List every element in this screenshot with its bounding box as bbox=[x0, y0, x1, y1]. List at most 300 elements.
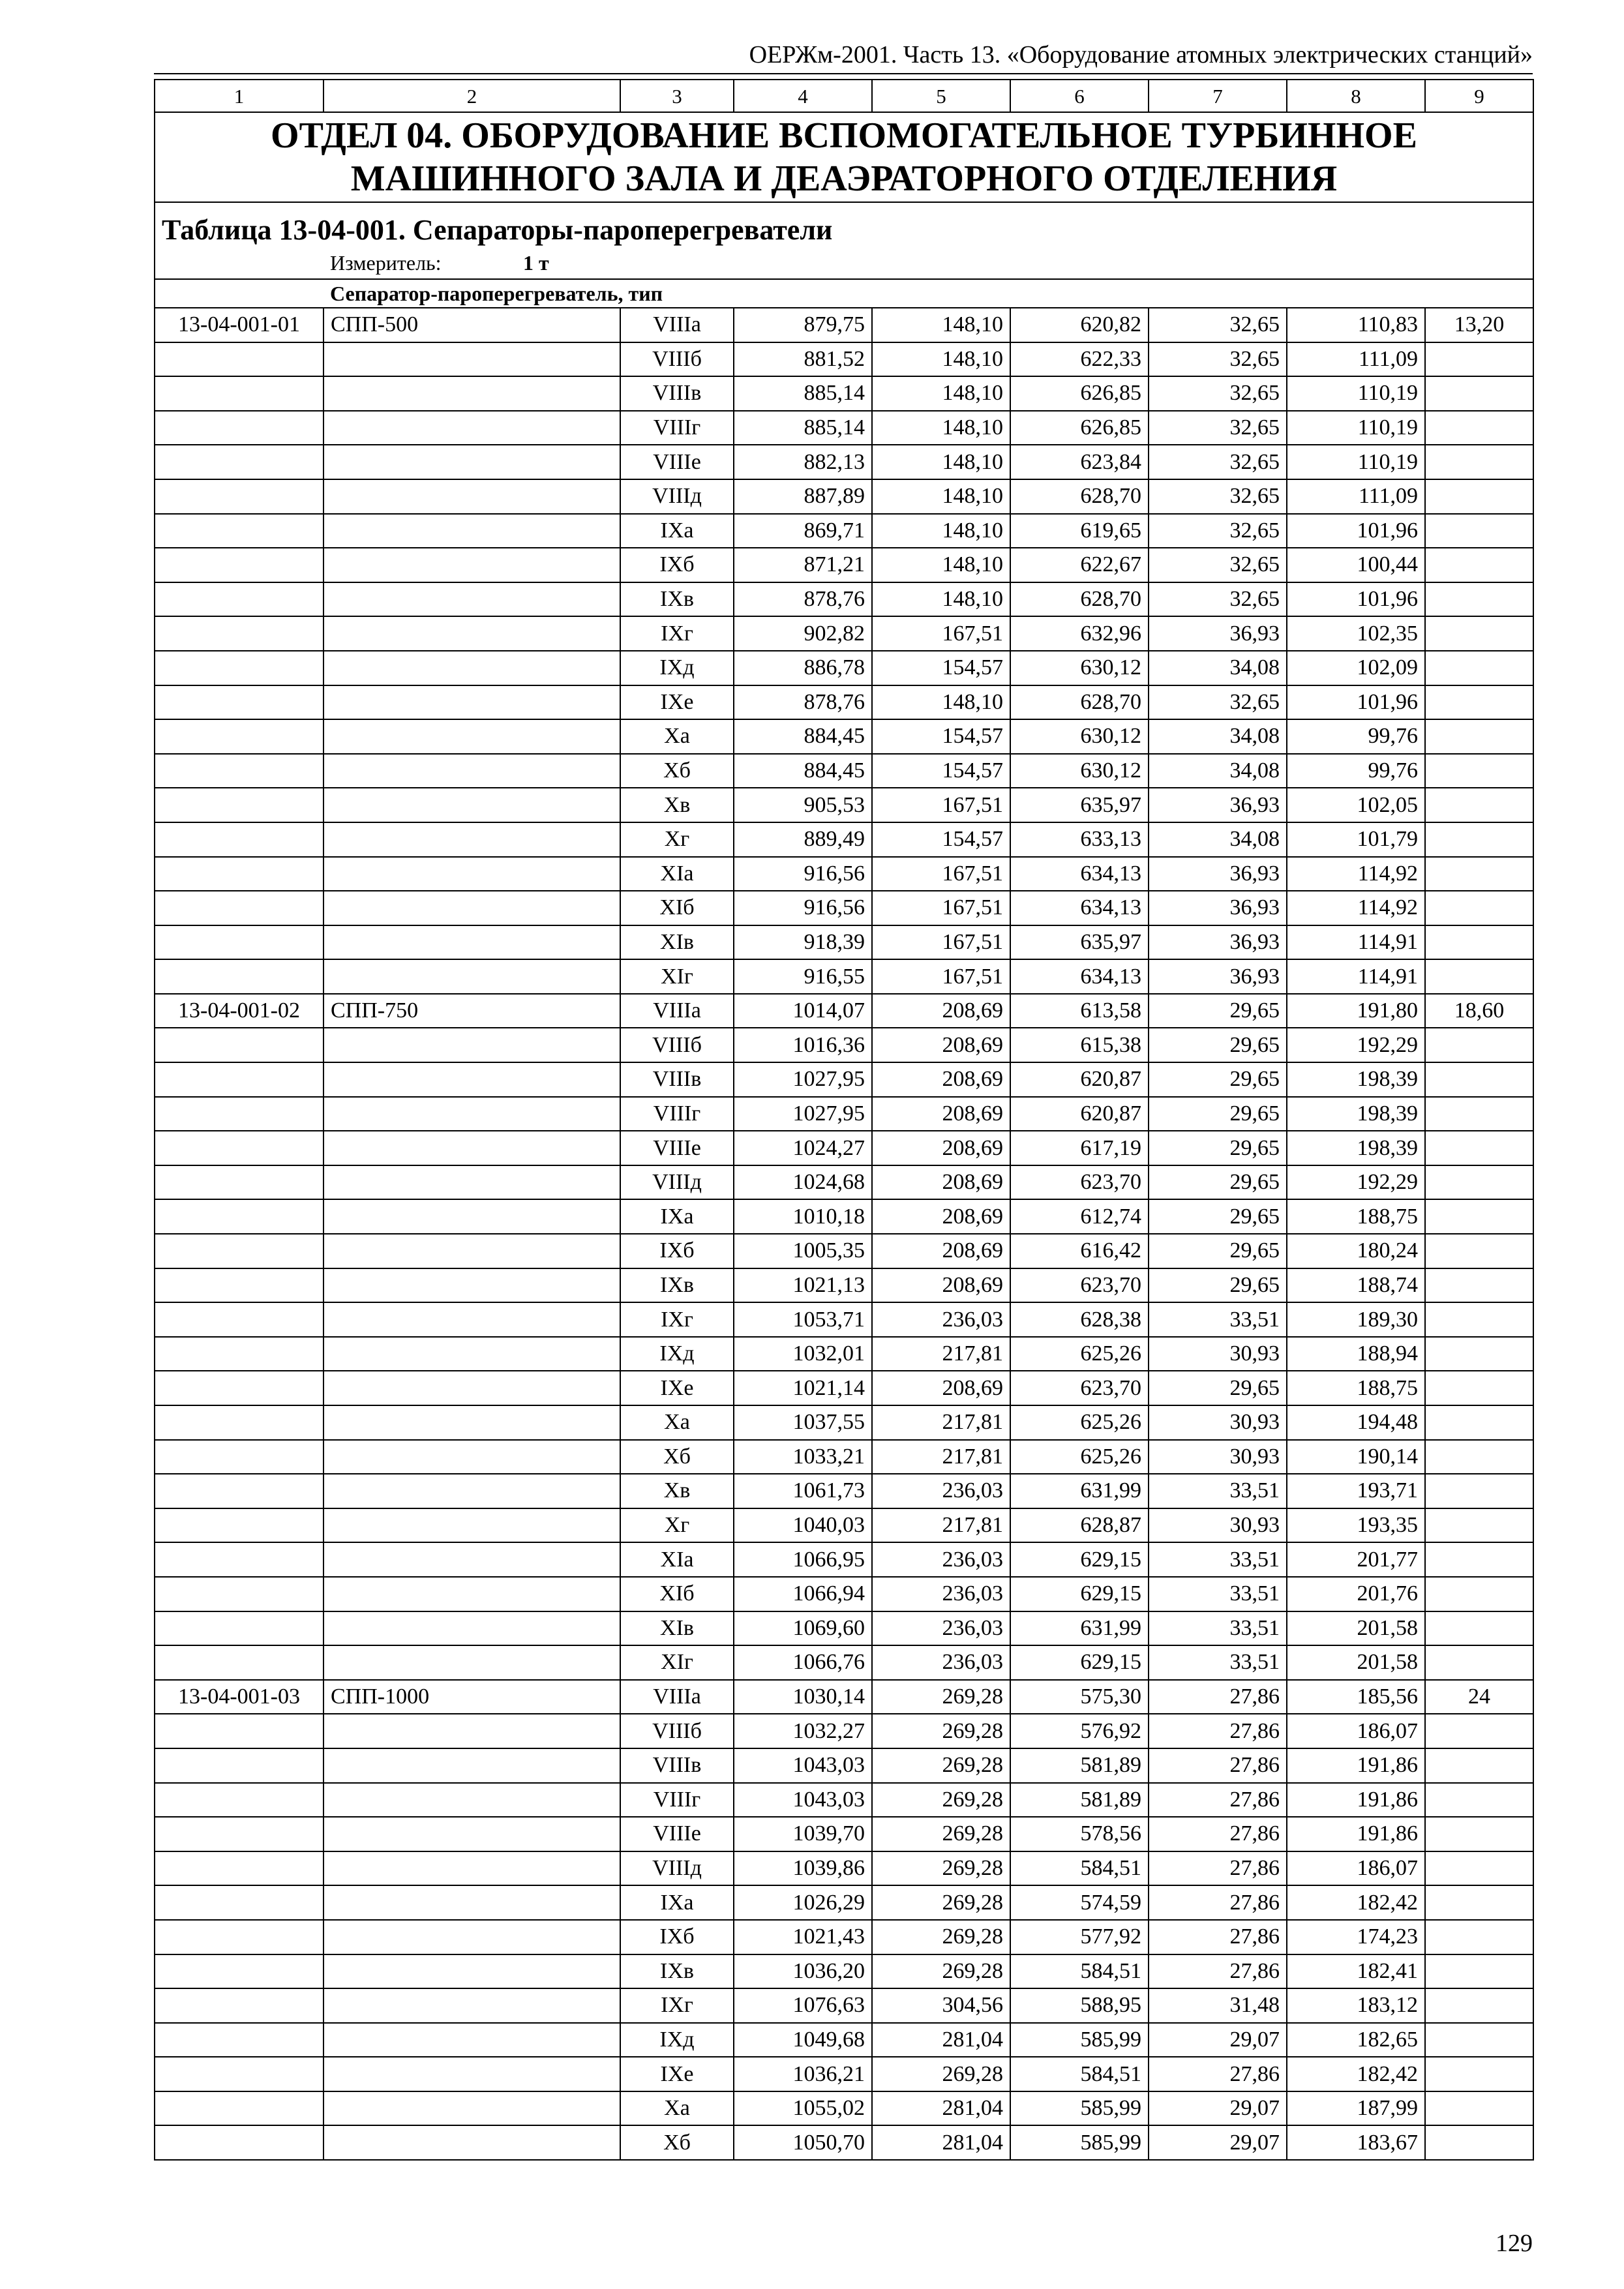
value-col8-cell: 100,44 bbox=[1287, 548, 1425, 582]
value-col4-cell: 1043,03 bbox=[734, 1748, 872, 1783]
unit-value: 1 т bbox=[523, 251, 549, 275]
item-name-cell: СПП-750 bbox=[323, 994, 620, 1028]
type-cell: VIIIе bbox=[620, 445, 734, 479]
value-col7-cell: 36,93 bbox=[1149, 925, 1287, 960]
item-code-cell bbox=[155, 685, 323, 720]
table-row bbox=[155, 1302, 1533, 1337]
value-col6-cell: 626,85 bbox=[1010, 411, 1149, 445]
value-col8-cell: 193,71 bbox=[1287, 1474, 1425, 1508]
value-col6-cell: 625,26 bbox=[1010, 1405, 1149, 1440]
value-col8-cell: 190,14 bbox=[1287, 1440, 1425, 1474]
item-code-cell bbox=[155, 2091, 323, 2126]
type-cell: VIIIб bbox=[620, 1714, 734, 1748]
value-col4-cell: 1016,36 bbox=[734, 1028, 872, 1062]
value-col7-cell: 33,51 bbox=[1149, 1542, 1287, 1577]
item-name-cell bbox=[323, 2125, 620, 2160]
value-col4-cell: 1024,68 bbox=[734, 1165, 872, 1200]
value-col9-cell bbox=[1425, 1337, 1533, 1371]
column-number: 7 bbox=[1149, 80, 1287, 112]
value-col4-cell: 1055,02 bbox=[734, 2091, 872, 2126]
value-col4-cell: 916,56 bbox=[734, 891, 872, 925]
value-col4-cell: 905,53 bbox=[734, 788, 872, 822]
value-col4-cell: 878,76 bbox=[734, 582, 872, 617]
value-col6-cell: 619,65 bbox=[1010, 514, 1149, 548]
value-col9-cell bbox=[1425, 754, 1533, 788]
table-row bbox=[155, 1885, 1533, 1920]
type-cell: IXе bbox=[620, 1371, 734, 1405]
value-col9-cell bbox=[1425, 1645, 1533, 1680]
value-col6-cell: 615,38 bbox=[1010, 1028, 1149, 1062]
column-number: 1 bbox=[155, 80, 323, 112]
value-col8-cell: 110,19 bbox=[1287, 411, 1425, 445]
value-col8-cell: 102,05 bbox=[1287, 788, 1425, 822]
item-name-cell bbox=[323, 1199, 620, 1234]
item-name-cell bbox=[323, 891, 620, 925]
value-col5-cell: 148,10 bbox=[872, 376, 1010, 411]
item-name-cell bbox=[323, 445, 620, 479]
table-row bbox=[155, 1062, 1533, 1097]
item-code-cell bbox=[155, 548, 323, 582]
value-col9-cell bbox=[1425, 1131, 1533, 1165]
table-row bbox=[155, 1851, 1533, 1886]
item-code-cell bbox=[155, 1714, 323, 1748]
type-cell: XIв bbox=[620, 925, 734, 960]
value-col4-cell: 1030,14 bbox=[734, 1680, 872, 1714]
value-col7-cell: 32,65 bbox=[1149, 342, 1287, 377]
value-col9-cell bbox=[1425, 548, 1533, 582]
item-name-cell bbox=[323, 1783, 620, 1818]
item-code-cell bbox=[155, 1337, 323, 1371]
value-col8-cell: 201,58 bbox=[1287, 1611, 1425, 1646]
item-name-cell: СПП-500 bbox=[323, 308, 620, 342]
value-col5-cell: 148,10 bbox=[872, 308, 1010, 342]
type-cell: Xв bbox=[620, 788, 734, 822]
value-col5-cell: 167,51 bbox=[872, 891, 1010, 925]
value-col6-cell: 635,97 bbox=[1010, 925, 1149, 960]
value-col9-cell bbox=[1425, 1920, 1533, 1954]
value-col9-cell bbox=[1425, 788, 1533, 822]
table-row bbox=[155, 959, 1533, 994]
column-number: 2 bbox=[323, 80, 620, 112]
table-row bbox=[155, 1337, 1533, 1371]
value-col4-cell: 885,14 bbox=[734, 411, 872, 445]
value-col7-cell: 32,65 bbox=[1149, 411, 1287, 445]
type-cell: XIв bbox=[620, 1611, 734, 1646]
value-col8-cell: 191,86 bbox=[1287, 1748, 1425, 1783]
value-col7-cell: 32,65 bbox=[1149, 685, 1287, 720]
value-col5-cell: 281,04 bbox=[872, 2125, 1010, 2160]
value-col5-cell: 208,69 bbox=[872, 1165, 1010, 1200]
value-col4-cell: 1026,29 bbox=[734, 1885, 872, 1920]
value-col6-cell: 628,70 bbox=[1010, 685, 1149, 720]
value-col4-cell: 1032,01 bbox=[734, 1337, 872, 1371]
value-col8-cell: 99,76 bbox=[1287, 719, 1425, 754]
item-code-cell bbox=[155, 1645, 323, 1680]
value-col5-cell: 281,04 bbox=[872, 2023, 1010, 2057]
value-col5-cell: 281,04 bbox=[872, 2091, 1010, 2126]
value-col8-cell: 99,76 bbox=[1287, 754, 1425, 788]
column-number: 4 bbox=[734, 80, 872, 112]
value-col4-cell: 1027,95 bbox=[734, 1097, 872, 1131]
item-name-cell bbox=[323, 1611, 620, 1646]
value-col5-cell: 304,56 bbox=[872, 1988, 1010, 2023]
value-col7-cell: 30,93 bbox=[1149, 1405, 1287, 1440]
value-col4-cell: 1021,43 bbox=[734, 1920, 872, 1954]
value-col9-cell: 24 bbox=[1425, 1680, 1533, 1714]
value-col8-cell: 182,65 bbox=[1287, 2023, 1425, 2057]
value-col9-cell bbox=[1425, 1611, 1533, 1646]
value-col7-cell: 29,65 bbox=[1149, 1199, 1287, 1234]
item-code-cell bbox=[155, 1405, 323, 1440]
column-number: 9 bbox=[1425, 80, 1533, 112]
type-cell: Xг bbox=[620, 822, 734, 857]
table-row bbox=[155, 616, 1533, 651]
type-heading-row bbox=[155, 279, 1533, 308]
type-cell: IXв bbox=[620, 1268, 734, 1303]
value-col4-cell: 1021,13 bbox=[734, 1268, 872, 1303]
value-col8-cell: 188,75 bbox=[1287, 1371, 1425, 1405]
value-col8-cell: 101,96 bbox=[1287, 685, 1425, 720]
item-name-cell bbox=[323, 719, 620, 754]
item-code-cell: 13-04-001-01 bbox=[155, 308, 323, 342]
item-code-cell bbox=[155, 1748, 323, 1783]
value-col5-cell: 217,81 bbox=[872, 1440, 1010, 1474]
value-col6-cell: 576,92 bbox=[1010, 1714, 1149, 1748]
value-col4-cell: 1005,35 bbox=[734, 1234, 872, 1268]
table-row bbox=[155, 1508, 1533, 1543]
table-row bbox=[155, 1988, 1533, 2023]
value-col8-cell: 182,41 bbox=[1287, 1954, 1425, 1989]
value-col8-cell: 180,24 bbox=[1287, 1234, 1425, 1268]
value-col7-cell: 34,08 bbox=[1149, 822, 1287, 857]
value-col6-cell: 635,97 bbox=[1010, 788, 1149, 822]
value-col6-cell: 628,70 bbox=[1010, 479, 1149, 514]
value-col5-cell: 148,10 bbox=[872, 548, 1010, 582]
value-col6-cell: 625,26 bbox=[1010, 1440, 1149, 1474]
item-name-cell bbox=[323, 1508, 620, 1543]
value-col8-cell: 201,76 bbox=[1287, 1577, 1425, 1611]
table-row bbox=[155, 582, 1533, 617]
value-col4-cell: 1069,60 bbox=[734, 1611, 872, 1646]
item-code-cell bbox=[155, 1577, 323, 1611]
value-col6-cell: 588,95 bbox=[1010, 1988, 1149, 2023]
value-col4-cell: 1049,68 bbox=[734, 2023, 872, 2057]
table-row bbox=[155, 308, 1533, 342]
type-cell: IXа bbox=[620, 514, 734, 548]
value-col6-cell: 625,26 bbox=[1010, 1337, 1149, 1371]
value-col8-cell: 187,99 bbox=[1287, 2091, 1425, 2126]
table-row bbox=[155, 788, 1533, 822]
value-col8-cell: 185,56 bbox=[1287, 1680, 1425, 1714]
table-row bbox=[155, 1131, 1533, 1165]
value-col4-cell: 1027,95 bbox=[734, 1062, 872, 1097]
type-cell: XIб bbox=[620, 1577, 734, 1611]
value-col6-cell: 628,38 bbox=[1010, 1302, 1149, 1337]
table-row bbox=[155, 2125, 1533, 2160]
column-number: 5 bbox=[872, 80, 1010, 112]
value-col4-cell: 1021,14 bbox=[734, 1371, 872, 1405]
value-col5-cell: 269,28 bbox=[872, 1885, 1010, 1920]
type-cell: XIг bbox=[620, 1645, 734, 1680]
type-heading: Сепаратор-пароперегреватель, тип bbox=[323, 279, 1533, 308]
value-col6-cell: 628,87 bbox=[1010, 1508, 1149, 1543]
price-table bbox=[154, 79, 1534, 2161]
value-col5-cell: 167,51 bbox=[872, 857, 1010, 891]
type-cell: XIа bbox=[620, 1542, 734, 1577]
value-col5-cell: 148,10 bbox=[872, 411, 1010, 445]
section-title-line: МАШИННОГО ЗАЛА И ДЕАЭРАТОРНОГО ОТДЕЛЕНИЯ bbox=[350, 158, 1338, 199]
value-col7-cell: 34,08 bbox=[1149, 754, 1287, 788]
table-row bbox=[155, 1680, 1533, 1714]
value-col9-cell bbox=[1425, 1851, 1533, 1886]
value-col5-cell: 269,28 bbox=[872, 1920, 1010, 1954]
item-name-cell bbox=[323, 651, 620, 685]
value-col9-cell bbox=[1425, 651, 1533, 685]
value-col7-cell: 32,65 bbox=[1149, 548, 1287, 582]
item-name-cell bbox=[323, 1062, 620, 1097]
value-col8-cell: 189,30 bbox=[1287, 1302, 1425, 1337]
value-col5-cell: 269,28 bbox=[872, 1817, 1010, 1851]
value-col6-cell: 617,19 bbox=[1010, 1131, 1149, 1165]
item-code-cell bbox=[155, 925, 323, 960]
value-col6-cell: 630,12 bbox=[1010, 719, 1149, 754]
item-code-cell bbox=[155, 1508, 323, 1543]
value-col6-cell: 633,13 bbox=[1010, 822, 1149, 857]
value-col5-cell: 236,03 bbox=[872, 1542, 1010, 1577]
value-col5-cell: 148,10 bbox=[872, 445, 1010, 479]
value-col7-cell: 29,65 bbox=[1149, 994, 1287, 1028]
value-col4-cell: 1039,86 bbox=[734, 1851, 872, 1886]
value-col7-cell: 27,86 bbox=[1149, 1714, 1287, 1748]
item-code-cell bbox=[155, 1474, 323, 1508]
value-col4-cell: 1032,27 bbox=[734, 1714, 872, 1748]
value-col5-cell: 208,69 bbox=[872, 1199, 1010, 1234]
type-cell: IXб bbox=[620, 1920, 734, 1954]
value-col6-cell: 623,70 bbox=[1010, 1165, 1149, 1200]
item-name-cell bbox=[323, 1954, 620, 1989]
type-cell: Xб bbox=[620, 754, 734, 788]
item-code-cell bbox=[155, 754, 323, 788]
value-col6-cell: 631,99 bbox=[1010, 1474, 1149, 1508]
value-col4-cell: 878,76 bbox=[734, 685, 872, 720]
value-col5-cell: 236,03 bbox=[872, 1611, 1010, 1646]
value-col5-cell: 154,57 bbox=[872, 754, 1010, 788]
unit-label: Измеритель: bbox=[330, 251, 442, 275]
value-col4-cell: 1036,21 bbox=[734, 2057, 872, 2091]
value-col4-cell: 1066,94 bbox=[734, 1577, 872, 1611]
item-code-cell: 13-04-001-02 bbox=[155, 994, 323, 1028]
item-code-cell bbox=[155, 788, 323, 822]
value-col8-cell: 201,58 bbox=[1287, 1645, 1425, 1680]
value-col9-cell bbox=[1425, 1371, 1533, 1405]
item-code-cell bbox=[155, 1542, 323, 1577]
item-name-cell bbox=[323, 685, 620, 720]
value-col9-cell bbox=[1425, 685, 1533, 720]
value-col5-cell: 269,28 bbox=[872, 1954, 1010, 1989]
item-name-cell bbox=[323, 616, 620, 651]
value-col9-cell bbox=[1425, 1748, 1533, 1783]
type-cell: XIб bbox=[620, 891, 734, 925]
value-col4-cell: 1014,07 bbox=[734, 994, 872, 1028]
table-row bbox=[155, 1577, 1533, 1611]
type-cell: VIIIб bbox=[620, 1028, 734, 1062]
value-col6-cell: 581,89 bbox=[1010, 1783, 1149, 1818]
item-code-cell bbox=[155, 822, 323, 857]
item-code-cell bbox=[155, 1062, 323, 1097]
item-name-cell bbox=[323, 2057, 620, 2091]
value-col7-cell: 29,65 bbox=[1149, 1028, 1287, 1062]
value-col5-cell: 167,51 bbox=[872, 788, 1010, 822]
value-col9-cell bbox=[1425, 514, 1533, 548]
value-col8-cell: 111,09 bbox=[1287, 342, 1425, 377]
table-row bbox=[155, 1542, 1533, 1577]
value-col9-cell bbox=[1425, 342, 1533, 377]
item-code-cell: 13-04-001-03 bbox=[155, 1680, 323, 1714]
value-col7-cell: 27,86 bbox=[1149, 1783, 1287, 1818]
value-col4-cell: 1033,21 bbox=[734, 1440, 872, 1474]
item-name-cell bbox=[323, 1817, 620, 1851]
value-col7-cell: 36,93 bbox=[1149, 891, 1287, 925]
value-col8-cell: 102,35 bbox=[1287, 616, 1425, 651]
value-col7-cell: 33,51 bbox=[1149, 1645, 1287, 1680]
unit-row bbox=[155, 247, 1533, 279]
type-cell: VIIIв bbox=[620, 1062, 734, 1097]
value-col8-cell: 186,07 bbox=[1287, 1851, 1425, 1886]
table-row bbox=[155, 685, 1533, 720]
value-col9-cell bbox=[1425, 857, 1533, 891]
item-name-cell bbox=[323, 479, 620, 514]
value-col8-cell: 191,86 bbox=[1287, 1783, 1425, 1818]
value-col7-cell: 33,51 bbox=[1149, 1302, 1287, 1337]
value-col7-cell: 32,65 bbox=[1149, 582, 1287, 617]
value-col5-cell: 269,28 bbox=[872, 1680, 1010, 1714]
value-col7-cell: 27,86 bbox=[1149, 1885, 1287, 1920]
table-row bbox=[155, 514, 1533, 548]
table-row bbox=[155, 445, 1533, 479]
value-col9-cell bbox=[1425, 1234, 1533, 1268]
value-col7-cell: 29,07 bbox=[1149, 2125, 1287, 2160]
value-col9-cell bbox=[1425, 822, 1533, 857]
value-col4-cell: 871,21 bbox=[734, 548, 872, 582]
value-col9-cell bbox=[1425, 1714, 1533, 1748]
value-col9-cell bbox=[1425, 479, 1533, 514]
value-col8-cell: 188,94 bbox=[1287, 1337, 1425, 1371]
value-col8-cell: 114,91 bbox=[1287, 925, 1425, 960]
item-name-cell bbox=[323, 754, 620, 788]
value-col9-cell bbox=[1425, 1199, 1533, 1234]
value-col6-cell: 630,12 bbox=[1010, 754, 1149, 788]
column-number: 6 bbox=[1010, 80, 1149, 112]
item-code-cell bbox=[155, 1302, 323, 1337]
type-cell: IXа bbox=[620, 1199, 734, 1234]
value-col6-cell: 585,99 bbox=[1010, 2023, 1149, 2057]
value-col7-cell: 32,65 bbox=[1149, 376, 1287, 411]
value-col9-cell bbox=[1425, 1028, 1533, 1062]
table-row bbox=[155, 1234, 1533, 1268]
value-col4-cell: 884,45 bbox=[734, 719, 872, 754]
value-col6-cell: 629,15 bbox=[1010, 1645, 1149, 1680]
value-col8-cell: 198,39 bbox=[1287, 1131, 1425, 1165]
value-col9-cell bbox=[1425, 2023, 1533, 2057]
value-col9-cell bbox=[1425, 1405, 1533, 1440]
table-row bbox=[155, 1097, 1533, 1131]
value-col9-cell bbox=[1425, 1508, 1533, 1543]
type-cell: VIIIа bbox=[620, 994, 734, 1028]
value-col6-cell: 628,70 bbox=[1010, 582, 1149, 617]
value-col5-cell: 217,81 bbox=[872, 1508, 1010, 1543]
value-col6-cell: 623,70 bbox=[1010, 1268, 1149, 1303]
value-col5-cell: 208,69 bbox=[872, 1097, 1010, 1131]
type-cell: VIIIа bbox=[620, 308, 734, 342]
item-name-cell bbox=[323, 1268, 620, 1303]
table-title-row bbox=[155, 202, 1533, 247]
item-code-cell bbox=[155, 2057, 323, 2091]
value-col4-cell: 1039,70 bbox=[734, 1817, 872, 1851]
item-name-cell bbox=[323, 1028, 620, 1062]
value-col8-cell: 188,75 bbox=[1287, 1199, 1425, 1234]
value-col4-cell: 1024,27 bbox=[734, 1131, 872, 1165]
value-col7-cell: 34,08 bbox=[1149, 651, 1287, 685]
value-col6-cell: 585,99 bbox=[1010, 2125, 1149, 2160]
value-col7-cell: 36,93 bbox=[1149, 959, 1287, 994]
table-row bbox=[155, 1714, 1533, 1748]
value-col4-cell: 869,71 bbox=[734, 514, 872, 548]
table-title: Таблица 13-04-001. Сепараторы-пароперегреватели bbox=[155, 202, 1533, 247]
item-name-cell bbox=[323, 1577, 620, 1611]
type-cell: IXв bbox=[620, 582, 734, 617]
value-col6-cell: 584,51 bbox=[1010, 1954, 1149, 1989]
price-table-frame bbox=[154, 79, 1533, 2161]
value-col9-cell bbox=[1425, 1165, 1533, 1200]
price-table-body bbox=[155, 80, 1533, 2160]
type-cell: VIIIб bbox=[620, 342, 734, 377]
value-col5-cell: 154,57 bbox=[872, 719, 1010, 754]
value-col5-cell: 269,28 bbox=[872, 1783, 1010, 1818]
type-cell: IXе bbox=[620, 685, 734, 720]
value-col8-cell: 102,09 bbox=[1287, 651, 1425, 685]
type-cell: IXв bbox=[620, 1954, 734, 1989]
type-cell: IXг bbox=[620, 616, 734, 651]
table-row bbox=[155, 857, 1533, 891]
value-col7-cell: 36,93 bbox=[1149, 616, 1287, 651]
item-name-cell bbox=[323, 1542, 620, 1577]
value-col7-cell: 27,86 bbox=[1149, 1680, 1287, 1714]
value-col6-cell: 632,96 bbox=[1010, 616, 1149, 651]
item-name-cell bbox=[323, 582, 620, 617]
item-code-cell bbox=[155, 1885, 323, 1920]
value-col8-cell: 101,96 bbox=[1287, 514, 1425, 548]
type-cell: IXд bbox=[620, 2023, 734, 2057]
section-title-row bbox=[155, 112, 1533, 202]
item-code-cell bbox=[155, 1783, 323, 1818]
item-code-cell bbox=[155, 2023, 323, 2057]
value-col6-cell: 631,99 bbox=[1010, 1611, 1149, 1646]
type-cell: IXа bbox=[620, 1885, 734, 1920]
value-col7-cell: 33,51 bbox=[1149, 1474, 1287, 1508]
value-col8-cell: 193,35 bbox=[1287, 1508, 1425, 1543]
item-code-cell bbox=[155, 445, 323, 479]
value-col7-cell: 29,65 bbox=[1149, 1165, 1287, 1200]
item-code-cell bbox=[155, 1611, 323, 1646]
value-col5-cell: 148,10 bbox=[872, 582, 1010, 617]
value-col9-cell: 13,20 bbox=[1425, 308, 1533, 342]
value-col7-cell: 32,65 bbox=[1149, 514, 1287, 548]
type-cell: VIIIд bbox=[620, 1165, 734, 1200]
value-col9-cell bbox=[1425, 2125, 1533, 2160]
item-code-cell bbox=[155, 1028, 323, 1062]
item-name-cell bbox=[323, 411, 620, 445]
running-header: ОЕРЖм-2001. Часть 13. «Оборудование атомных электрических станций» bbox=[749, 41, 1533, 68]
